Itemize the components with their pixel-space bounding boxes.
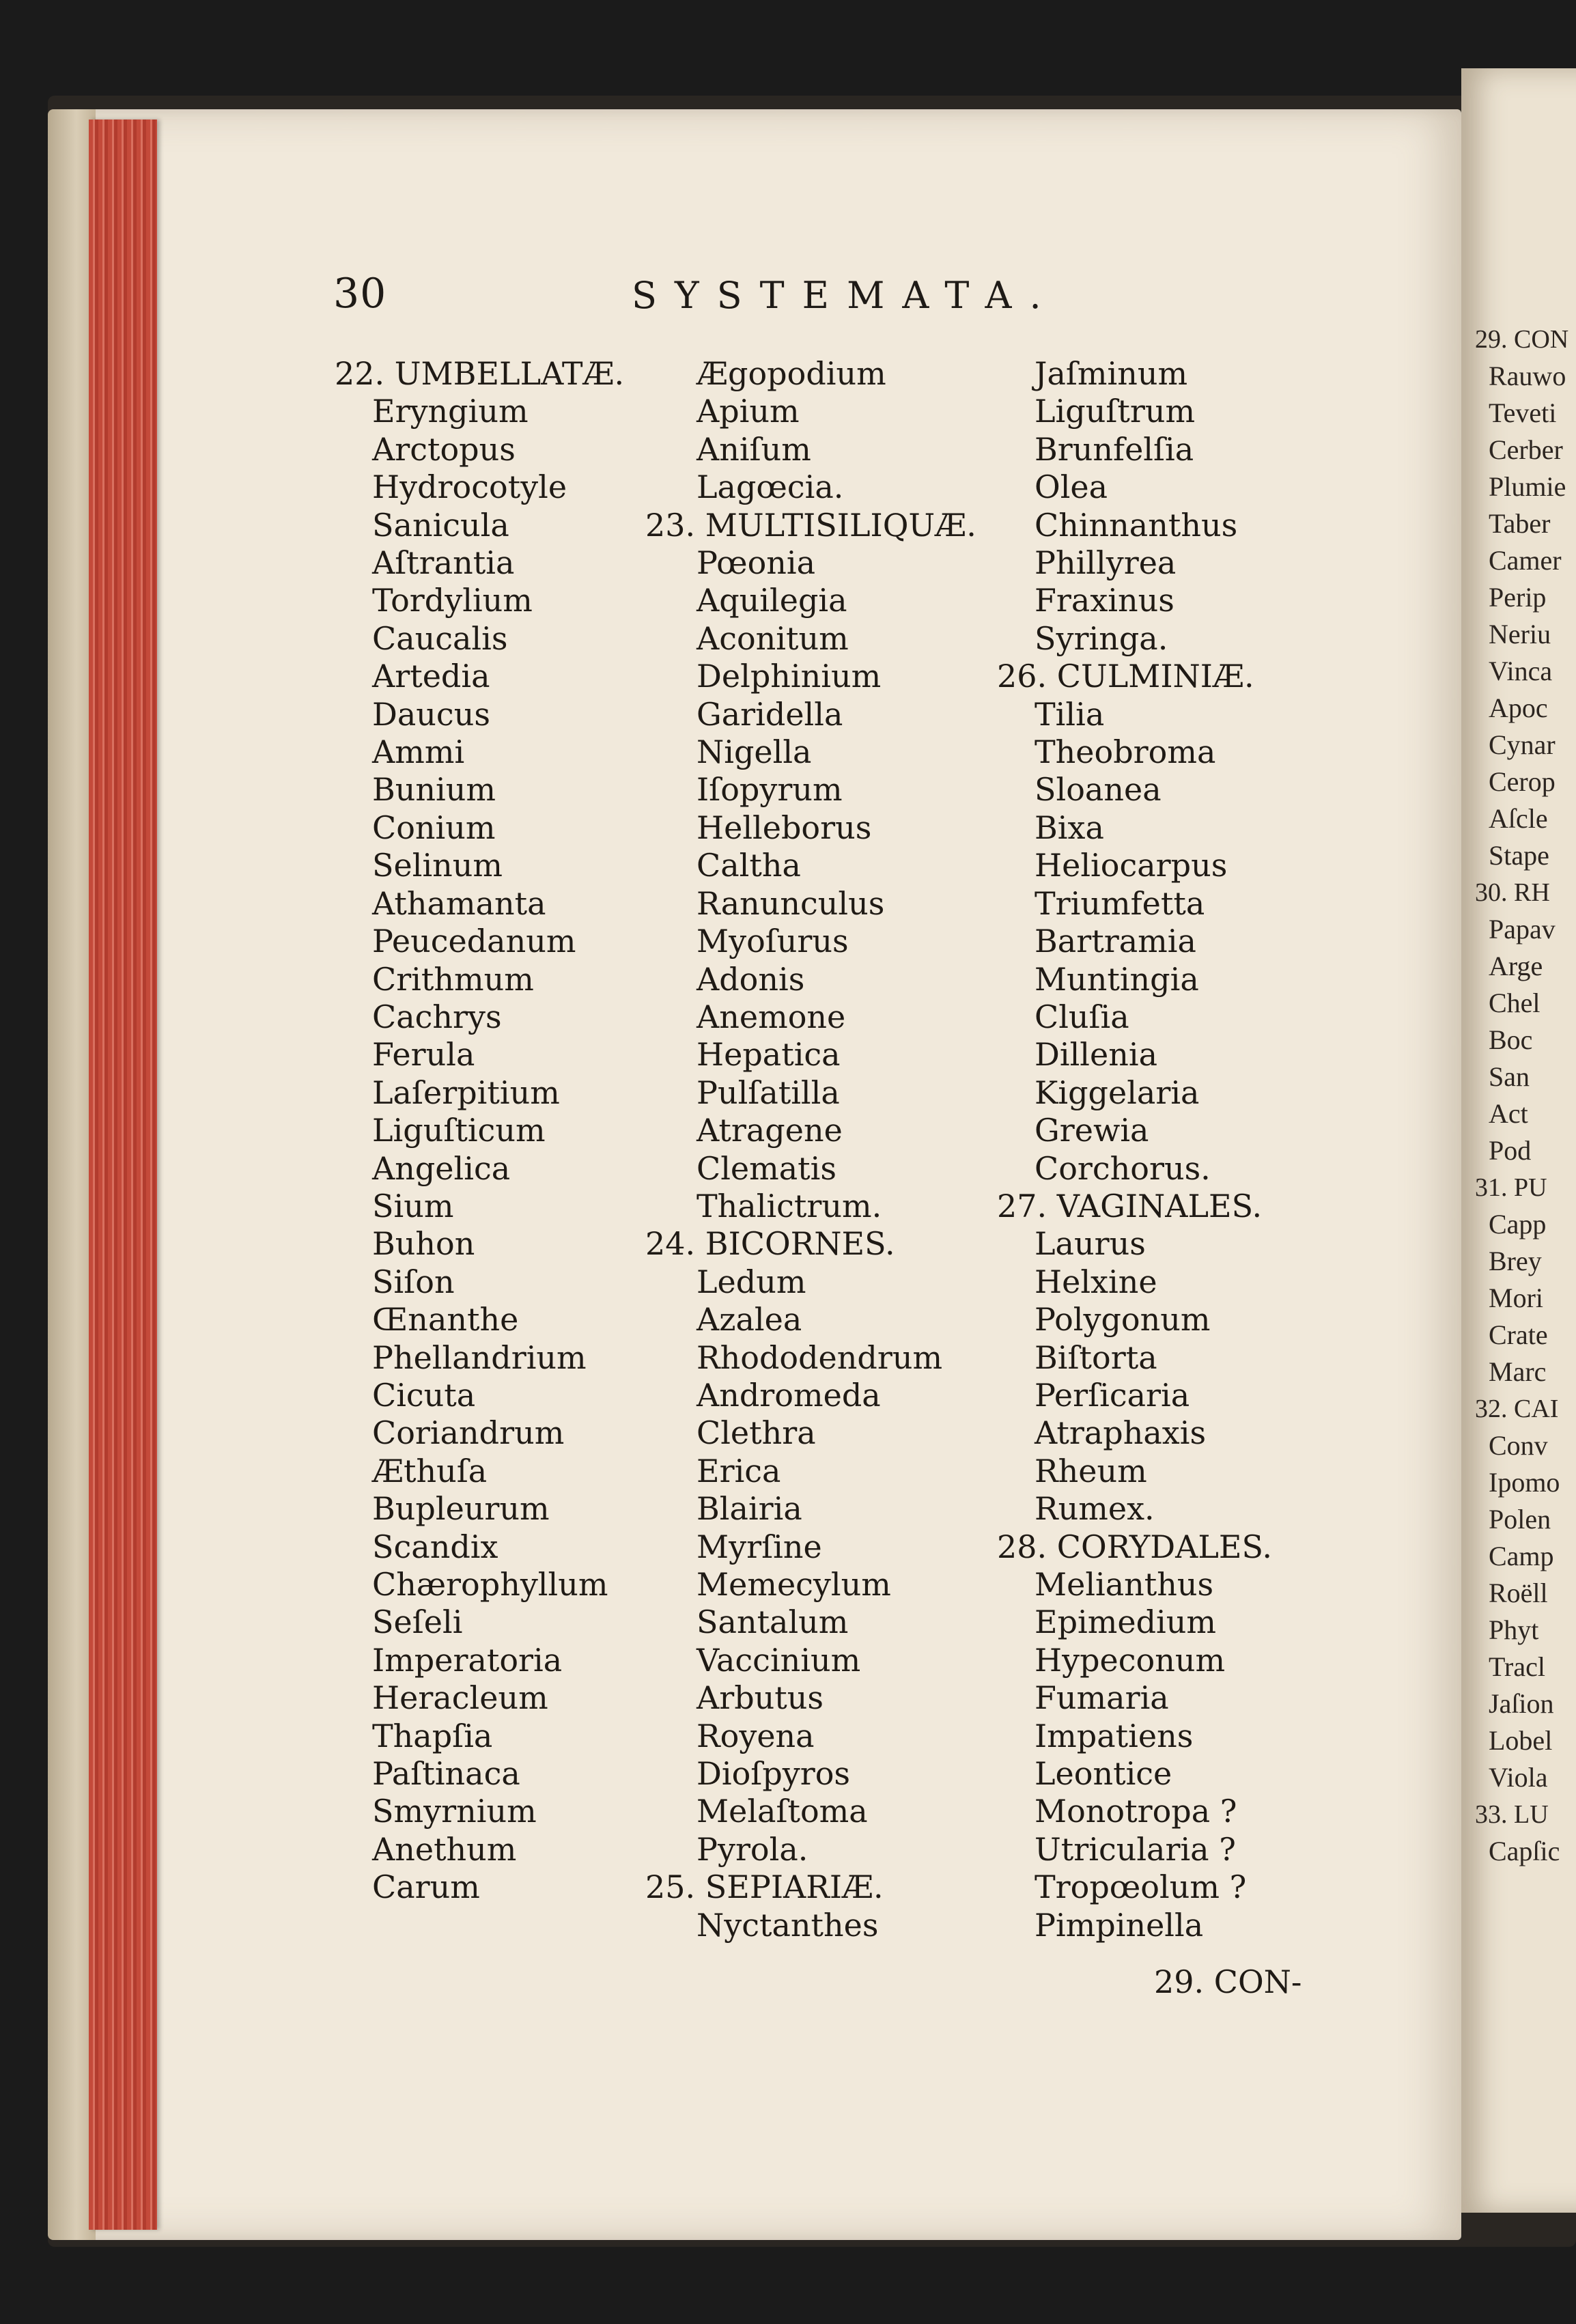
genus-name: Jaſminum bbox=[1035, 355, 1188, 392]
next-page-heading: 31. PU bbox=[1475, 1173, 1547, 1202]
genus-name: Dillenia bbox=[1035, 1036, 1158, 1074]
genus-name: Pyrola. bbox=[696, 1830, 808, 1868]
next-page-genus: Perip bbox=[1489, 582, 1547, 613]
order-heading: 25. SEPIARIÆ. bbox=[645, 1868, 884, 1906]
genus-name: Tilia bbox=[1035, 695, 1105, 733]
genus-name: Aſtrantia bbox=[372, 544, 515, 582]
genus-name: Rhododendrum bbox=[696, 1339, 943, 1376]
genus-name: Atraphaxis bbox=[1035, 1414, 1207, 1452]
genus-name: Syringa. bbox=[1035, 619, 1168, 657]
genus-name: Tordylium bbox=[372, 582, 533, 619]
right-page-fragment bbox=[1461, 68, 1576, 2213]
genus-name: Athamanta bbox=[372, 884, 546, 922]
genus-name: Daucus bbox=[372, 695, 490, 733]
genus-name: Nigella bbox=[696, 733, 812, 771]
genus-name: Melianthus bbox=[1035, 1566, 1214, 1603]
genus-name: Coriandrum bbox=[372, 1414, 565, 1452]
next-page-genus: Conv bbox=[1489, 1430, 1548, 1461]
next-page-genus: Rauwo bbox=[1489, 361, 1566, 391]
genus-name: Imperatoria bbox=[372, 1641, 563, 1679]
genus-name: Delphinium bbox=[696, 658, 882, 695]
genus-name: Sanicula bbox=[372, 506, 509, 544]
column-3 bbox=[997, 355, 1272, 1944]
genus-name: Carum bbox=[372, 1868, 480, 1906]
next-page-genus: Neriu bbox=[1489, 619, 1551, 649]
genus-name: Dioſpyros bbox=[696, 1755, 851, 1793]
next-page-genus: Marc bbox=[1489, 1356, 1547, 1387]
genus-name: Scandix bbox=[372, 1528, 498, 1565]
genus-name: Liguſtrum bbox=[1035, 393, 1196, 430]
column-2 bbox=[645, 355, 976, 1944]
genus-name: Aniſum bbox=[696, 430, 811, 468]
next-page-genus: Capp bbox=[1489, 1209, 1547, 1240]
genus-name: Myoſurus bbox=[696, 923, 849, 960]
genus-name: Perſicaria bbox=[1035, 1376, 1190, 1414]
genus-name: Tropœolum ? bbox=[1035, 1868, 1247, 1906]
genus-name: Monotropa ? bbox=[1035, 1793, 1237, 1830]
next-page-genus: Camer bbox=[1489, 545, 1562, 576]
genus-name: Chinnanthus bbox=[1035, 506, 1238, 544]
next-page-genus: Ipomo bbox=[1489, 1467, 1560, 1498]
genus-name: Peucedanum bbox=[372, 923, 576, 960]
genus-name: Æthuſa bbox=[372, 1452, 488, 1489]
next-page-genus: Taber bbox=[1489, 508, 1551, 539]
genus-name: Pœonia bbox=[696, 544, 816, 582]
genus-name: Ranunculus bbox=[696, 884, 885, 922]
next-page-genus: Lobel bbox=[1489, 1725, 1553, 1756]
genus-name: Muntingia bbox=[1035, 960, 1199, 998]
genus-name: Adonis bbox=[696, 960, 805, 998]
genus-name: Bixa bbox=[1035, 809, 1104, 846]
next-page-genus: Roëll bbox=[1489, 1578, 1548, 1608]
order-heading: 24. BICORNES. bbox=[645, 1225, 895, 1263]
genus-name: Phellandrium bbox=[372, 1339, 587, 1376]
genus-name: Caucalis bbox=[372, 619, 508, 657]
genus-name: Phillyrea bbox=[1035, 544, 1177, 582]
genus-name: Artedia bbox=[372, 658, 490, 695]
order-heading: 23. MULTISILIQUÆ. bbox=[645, 506, 976, 544]
genus-name: Memecylum bbox=[696, 1566, 891, 1603]
genus-name: Fraxinus bbox=[1035, 582, 1174, 619]
genus-name: Vaccinium bbox=[696, 1641, 861, 1679]
genus-name: Bartramia bbox=[1035, 923, 1196, 960]
genus-name: Corchorus. bbox=[1035, 1149, 1211, 1187]
genus-name: Conium bbox=[372, 809, 496, 846]
next-page-genus: Mori bbox=[1489, 1283, 1543, 1313]
red-page-edges bbox=[89, 120, 157, 2230]
genus-name: Arctopus bbox=[372, 430, 516, 468]
next-page-heading: 33. LU bbox=[1475, 1800, 1549, 1829]
next-page-genus: Cynar bbox=[1489, 729, 1556, 760]
next-page-genus: Plumie bbox=[1489, 471, 1566, 502]
column-1 bbox=[335, 355, 624, 1907]
genus-name: Heliocarpus bbox=[1035, 847, 1228, 884]
order-heading: 22. UMBELLATÆ. bbox=[335, 355, 625, 392]
next-page-genus: Cerop bbox=[1489, 766, 1556, 797]
running-head bbox=[0, 270, 1576, 331]
genus-name: Laurus bbox=[1035, 1225, 1146, 1263]
genus-name: Blairia bbox=[696, 1490, 802, 1528]
genus-name: Anemone bbox=[696, 998, 846, 1035]
genus-name: Atragene bbox=[696, 1112, 843, 1149]
genus-name: Crithmum bbox=[372, 960, 534, 998]
page-title: SYSTEMATA. bbox=[632, 274, 1059, 317]
genus-name: Bupleurum bbox=[372, 1490, 550, 1528]
genus-name: Hepatica bbox=[696, 1036, 841, 1074]
genus-name: Clethra bbox=[696, 1414, 816, 1452]
next-page-genus: Arge bbox=[1489, 951, 1543, 981]
genus-name: Bunium bbox=[372, 771, 496, 809]
genus-name: Nyctanthes bbox=[696, 1906, 879, 1944]
next-page-genus: Teveti bbox=[1489, 397, 1557, 428]
genus-name: Smyrnium bbox=[372, 1793, 537, 1830]
genus-name: Santalum bbox=[696, 1604, 849, 1641]
next-page-genus: Papav bbox=[1489, 914, 1556, 944]
order-heading: 27. VAGINALES. bbox=[997, 1187, 1263, 1224]
order-heading: 26. CULMINIÆ. bbox=[997, 658, 1254, 695]
next-page-genus: Jaſion bbox=[1489, 1688, 1554, 1719]
genus-name: Pimpinella bbox=[1035, 1906, 1204, 1944]
genus-name: Paſtinaca bbox=[372, 1755, 520, 1793]
next-page-genus: Aſcle bbox=[1489, 803, 1548, 834]
genus-name: Sloanea bbox=[1035, 771, 1162, 809]
next-page-genus: Polen bbox=[1489, 1504, 1551, 1535]
next-page-genus: Vinca bbox=[1489, 656, 1553, 686]
genus-name: Fumaria bbox=[1035, 1679, 1169, 1717]
genus-name: Cachrys bbox=[372, 998, 502, 1035]
genus-name: Ledum bbox=[696, 1263, 806, 1300]
genus-name: Chærophyllum bbox=[372, 1566, 608, 1603]
next-page-heading: 29. CON bbox=[1475, 325, 1569, 354]
genus-name: Impatiens bbox=[1035, 1717, 1194, 1754]
genus-name: Azalea bbox=[696, 1301, 802, 1339]
genus-name: Kiggelaria bbox=[1035, 1074, 1200, 1111]
genus-name: Helleborus bbox=[696, 809, 872, 846]
order-heading: 28. CORYDALES. bbox=[997, 1528, 1272, 1565]
genus-name: Epimedium bbox=[1035, 1604, 1216, 1641]
genus-name: Siſon bbox=[372, 1263, 455, 1300]
next-page-heading: 30. RH bbox=[1475, 878, 1550, 907]
genus-name: Utricularia ? bbox=[1035, 1830, 1236, 1868]
next-page-genus: Boc bbox=[1489, 1024, 1533, 1055]
genus-name: Eryngium bbox=[372, 393, 529, 430]
next-page-genus: Act bbox=[1489, 1098, 1528, 1129]
genus-name: Biſtorta bbox=[1035, 1339, 1157, 1376]
genus-name: Brunfelſia bbox=[1035, 430, 1194, 468]
next-page-genus: Chel bbox=[1489, 988, 1540, 1018]
genus-name: Aquilegia bbox=[696, 582, 847, 619]
genus-name: Seſeli bbox=[372, 1604, 463, 1641]
genus-name: Grewia bbox=[1035, 1112, 1149, 1149]
next-page-genus: Apoc bbox=[1489, 692, 1548, 723]
page-number: 30 bbox=[333, 270, 387, 318]
next-page-genus: Capſic bbox=[1489, 1836, 1560, 1866]
next-page-genus: San bbox=[1489, 1061, 1530, 1092]
catchword: 29. CON- bbox=[1154, 1963, 1302, 2000]
genus-name: Triumfetta bbox=[1035, 884, 1205, 922]
genus-name: Myrſine bbox=[696, 1528, 822, 1565]
next-page-genus: Tracl bbox=[1489, 1651, 1545, 1682]
genus-name: Arbutus bbox=[696, 1679, 824, 1717]
genus-name: Rumex. bbox=[1035, 1490, 1155, 1528]
genus-name: Garidella bbox=[696, 695, 843, 733]
genus-name: Laſerpitium bbox=[372, 1074, 560, 1111]
genus-name: Angelica bbox=[372, 1149, 511, 1187]
genus-name: Polygonum bbox=[1035, 1301, 1211, 1339]
next-page-genus: Camp bbox=[1489, 1541, 1554, 1571]
genus-name: Anethum bbox=[372, 1830, 517, 1868]
next-page-genus: Stape bbox=[1489, 840, 1549, 871]
genus-name: Liguſticum bbox=[372, 1112, 546, 1149]
genus-name: Ammi bbox=[372, 733, 465, 771]
genus-name: Hydrocotyle bbox=[372, 468, 567, 506]
genus-name: Ægopodium bbox=[696, 355, 886, 392]
genus-name: Erica bbox=[696, 1452, 781, 1489]
genus-name: Cluſia bbox=[1035, 998, 1129, 1035]
genus-name: Andromeda bbox=[696, 1376, 881, 1414]
genus-name: Caltha bbox=[696, 847, 801, 884]
genus-name: Iſopyrum bbox=[696, 771, 843, 809]
genus-name: Hypeconum bbox=[1035, 1641, 1226, 1679]
next-page-genus: Viola bbox=[1489, 1762, 1548, 1793]
genus-name: Lagœcia. bbox=[696, 468, 844, 506]
genus-name: Œnanthe bbox=[372, 1301, 519, 1339]
next-page-heading: 32. CAI bbox=[1475, 1395, 1559, 1423]
genus-name: Ferula bbox=[372, 1036, 475, 1074]
genus-name: Theobroma bbox=[1035, 733, 1216, 771]
next-page-column bbox=[1475, 321, 1576, 1870]
genus-name: Leontice bbox=[1035, 1755, 1172, 1793]
genus-name: Rheum bbox=[1035, 1452, 1147, 1489]
genus-name: Pulſatilla bbox=[696, 1074, 840, 1111]
genus-name: Thalictrum. bbox=[696, 1187, 882, 1224]
genus-name: Heracleum bbox=[372, 1679, 548, 1717]
next-page-genus: Crate bbox=[1489, 1319, 1548, 1350]
genus-name: Cicuta bbox=[372, 1376, 476, 1414]
genus-name: Clematis bbox=[696, 1149, 836, 1187]
genus-name: Selinum bbox=[372, 847, 503, 884]
genus-name: Melaſtoma bbox=[696, 1793, 868, 1830]
next-page-genus: Brey bbox=[1489, 1246, 1542, 1276]
genus-name: Helxine bbox=[1035, 1263, 1157, 1300]
genus-name: Olea bbox=[1035, 468, 1108, 506]
genus-name: Royena bbox=[696, 1717, 815, 1754]
next-page-genus: Pod bbox=[1489, 1135, 1532, 1166]
genus-name: Apium bbox=[696, 393, 800, 430]
next-page-genus: Phyt bbox=[1489, 1614, 1539, 1645]
genus-name: Aconitum bbox=[696, 619, 849, 657]
next-page-genus: Cerber bbox=[1489, 434, 1563, 465]
genus-name: Buhon bbox=[372, 1225, 475, 1263]
genus-name: Sium bbox=[372, 1187, 454, 1224]
genus-name: Thapſia bbox=[372, 1717, 493, 1754]
